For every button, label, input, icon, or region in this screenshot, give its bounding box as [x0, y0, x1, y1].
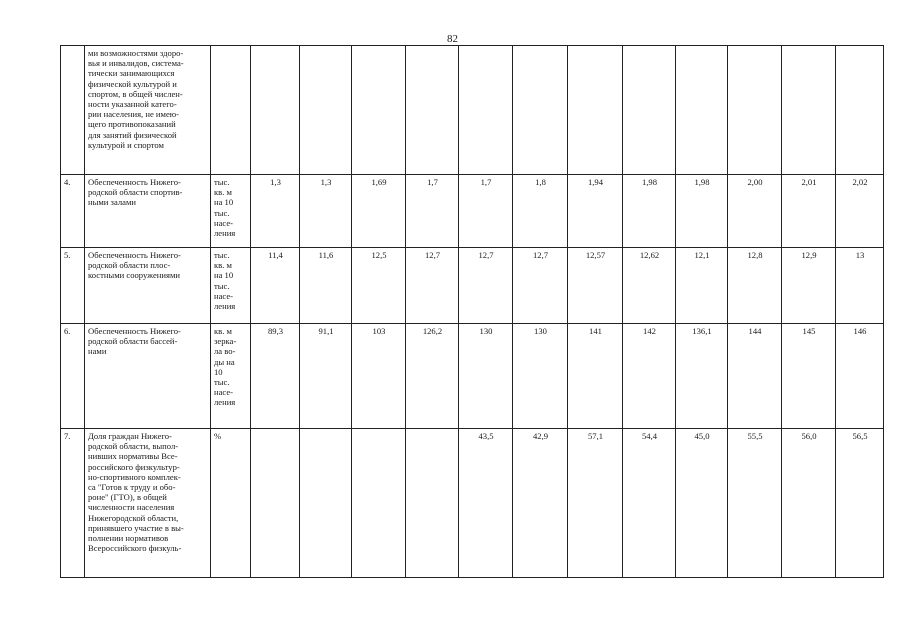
value-cell: 12,9 — [782, 248, 836, 324]
value-cell: 103 — [352, 324, 406, 429]
value-cell — [459, 46, 513, 175]
value-cell: 12,7 — [513, 248, 568, 324]
value-cell — [782, 46, 836, 175]
value-cell: 12,62 — [623, 248, 676, 324]
value-cell — [352, 46, 406, 175]
value-cell — [300, 46, 352, 175]
row-number-cell: 4. — [61, 175, 85, 248]
value-cell: 42,9 — [513, 429, 568, 578]
value-cell — [623, 46, 676, 175]
value-cell: 12,7 — [406, 248, 459, 324]
value-cell: 56,0 — [782, 429, 836, 578]
value-cell — [513, 46, 568, 175]
value-cell: 130 — [459, 324, 513, 429]
value-cell: 1,69 — [352, 175, 406, 248]
table-row — [61, 46, 884, 175]
value-cell: 54,4 — [623, 429, 676, 578]
value-cell: 56,5 — [836, 429, 884, 578]
value-cell — [251, 46, 300, 175]
value-cell: 1,7 — [406, 175, 459, 248]
value-cell: 145 — [782, 324, 836, 429]
value-cell: 1,3 — [251, 175, 300, 248]
unit-cell: % — [211, 429, 251, 578]
table-row — [61, 429, 884, 578]
row-number-cell: 6. — [61, 324, 85, 429]
table-row — [61, 175, 884, 248]
indicator-name-cell: Доля граждан Нижего- родской области, выпол- нивших нормативы Все- российского физкультур- но-спортивного комплек- са "Готов к труду и обо- роне" (ГТО), в общей численности населения Нижегородской области, принявшего участие в вы- полнении нормативов Всероссийского физкуль- — [85, 429, 211, 578]
value-cell: 141 — [568, 324, 623, 429]
value-cell — [406, 429, 459, 578]
value-cell: 136,1 — [676, 324, 728, 429]
value-cell: 126,2 — [406, 324, 459, 429]
value-cell: 146 — [836, 324, 884, 429]
value-cell: 142 — [623, 324, 676, 429]
value-cell: 12,57 — [568, 248, 623, 324]
value-cell: 1,94 — [568, 175, 623, 248]
value-cell: 1,98 — [623, 175, 676, 248]
table-row — [61, 324, 884, 429]
value-cell: 43,5 — [459, 429, 513, 578]
value-cell: 12,5 — [352, 248, 406, 324]
value-cell: 1,7 — [459, 175, 513, 248]
value-cell: 144 — [728, 324, 782, 429]
value-cell: 12,7 — [459, 248, 513, 324]
value-cell: 11,6 — [300, 248, 352, 324]
value-cell: 1,3 — [300, 175, 352, 248]
indicator-name-cell: ми возможностями здоро- вья и инвалидов, система- тически занимающихся физической культурой и спортом, в общей числен- ности указанной катего- рии населения, не имею- щего противопоказаний для занятий физической культурой и спортом — [85, 46, 211, 175]
value-cell: 89,3 — [251, 324, 300, 429]
row-number-cell: 7. — [61, 429, 85, 578]
value-cell: 57,1 — [568, 429, 623, 578]
value-cell — [352, 429, 406, 578]
value-cell: 1,98 — [676, 175, 728, 248]
unit-cell: тыс. кв. м на 10 тыс. насе- ления — [211, 175, 251, 248]
indicators-table — [60, 45, 884, 578]
value-cell: 12,1 — [676, 248, 728, 324]
unit-cell: тыс. кв. м на 10 тыс. насе- ления — [211, 248, 251, 324]
value-cell — [676, 46, 728, 175]
value-cell: 2,01 — [782, 175, 836, 248]
table-body — [61, 46, 884, 578]
value-cell: 12,8 — [728, 248, 782, 324]
indicator-name-cell: Обеспеченность Нижего- родской области плос- костными сооружениями — [85, 248, 211, 324]
value-cell: 2,00 — [728, 175, 782, 248]
row-number-cell: 5. — [61, 248, 85, 324]
value-cell: 55,5 — [728, 429, 782, 578]
value-cell — [568, 46, 623, 175]
value-cell — [406, 46, 459, 175]
value-cell: 91,1 — [300, 324, 352, 429]
value-cell: 130 — [513, 324, 568, 429]
value-cell — [728, 46, 782, 175]
unit-cell: кв. м зерка- ла во- ды на 10 тыс. насе- ления — [211, 324, 251, 429]
value-cell: 13 — [836, 248, 884, 324]
value-cell: 45,0 — [676, 429, 728, 578]
indicator-name-cell: Обеспеченность Нижего- родской области бассей- нами — [85, 324, 211, 429]
row-number-cell — [61, 46, 85, 175]
value-cell: 1,8 — [513, 175, 568, 248]
indicator-name-cell: Обеспеченность Нижего- родской области спортив- ными залами — [85, 175, 211, 248]
value-cell: 11,4 — [251, 248, 300, 324]
value-cell — [251, 429, 300, 578]
unit-cell — [211, 46, 251, 175]
page-number: 82 — [447, 33, 458, 45]
value-cell — [836, 46, 884, 175]
value-cell: 2,02 — [836, 175, 884, 248]
value-cell — [300, 429, 352, 578]
table-row — [61, 248, 884, 324]
